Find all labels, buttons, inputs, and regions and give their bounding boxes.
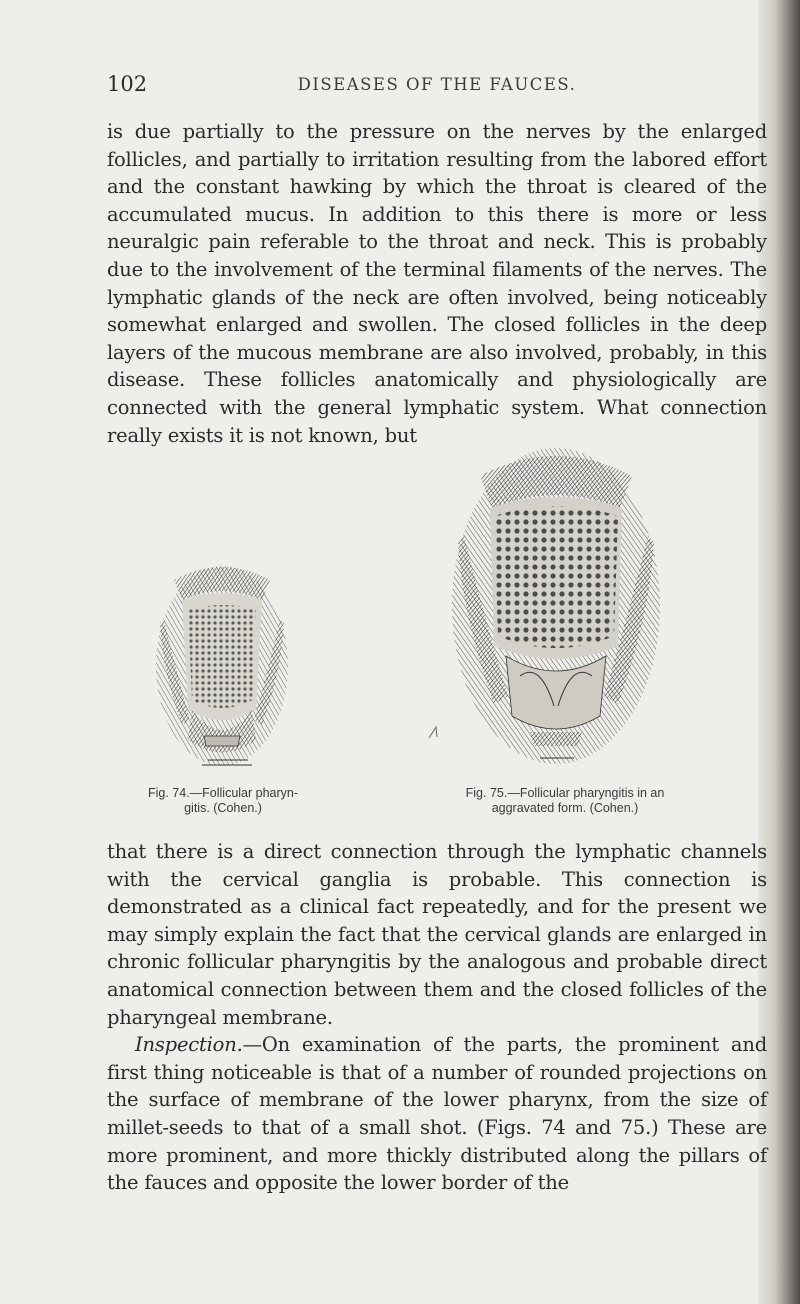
page-header bbox=[107, 72, 767, 102]
caption-line: aggravated form. (Cohen.) bbox=[491, 801, 639, 815]
caption-line: Fig. 75.—Follicular pharyngitis in an bbox=[465, 786, 665, 800]
figure-74-illustration bbox=[152, 560, 292, 772]
paragraph-continuation: that there is a direct connection through the lymphatic channels with the cervical ganglia is probable. This connection is demonstrated as a clinical fact repeatedly, and for the present we may simply explain the fact that the cervical glands are enlarged in chronic follicular pharyngitis by the analogous and probable direct anatomical connection between them and the closed follicles of the pharyngeal membrane. bbox=[107, 840, 767, 1029]
caption-line: gitis. (Cohen.) bbox=[184, 801, 262, 815]
figure-75-illustration bbox=[450, 446, 662, 772]
stray-mark bbox=[427, 725, 439, 739]
running-head: DISEASES OF THE FAUCES. bbox=[297, 75, 577, 94]
caption-line: Fig. 74.—Follicular pharyn- bbox=[147, 786, 299, 800]
figure-74-caption bbox=[128, 786, 318, 816]
inspection-text: —On examination of the parts, the prominent and first thing noticeable is that of a number of rounded projections on the surface of membrane of the lower pharynx, from the size of millet-seeds to that of a small shot. (Figs. 74 and 75.) These are more prominent, and more thickly distributed along the pillars of the fauces and opposite the lower border of the bbox=[107, 1033, 767, 1195]
page-number: 102 bbox=[107, 72, 148, 96]
inspection-heading: Inspection. bbox=[135, 1033, 243, 1057]
paragraph-top: is due partially to the pressure on the nerves by the enlarged follicles, and partially to irritation resulting from the labored effort and the constant hawking by which the throat is cleared of the accumulated mucus. In addition to this there is more or less neuralgic pain referable to the throat and neck. This is probably due to the involvement of the terminal filaments of the nerves. The lymphatic glands of the neck are often involved, being noticeably somewhat enlarged and swollen. The closed follicles in the deep layers of the mucous membrane are also involved, probably, in this disease. These follicles anatomically and physiologically are connected with the general lymphatic system. What connection really exists it is not known, but bbox=[107, 120, 767, 447]
paragraph-inspection bbox=[107, 1031, 767, 1197]
paragraph-bottom bbox=[107, 838, 767, 1197]
figure-75-caption bbox=[445, 786, 685, 816]
